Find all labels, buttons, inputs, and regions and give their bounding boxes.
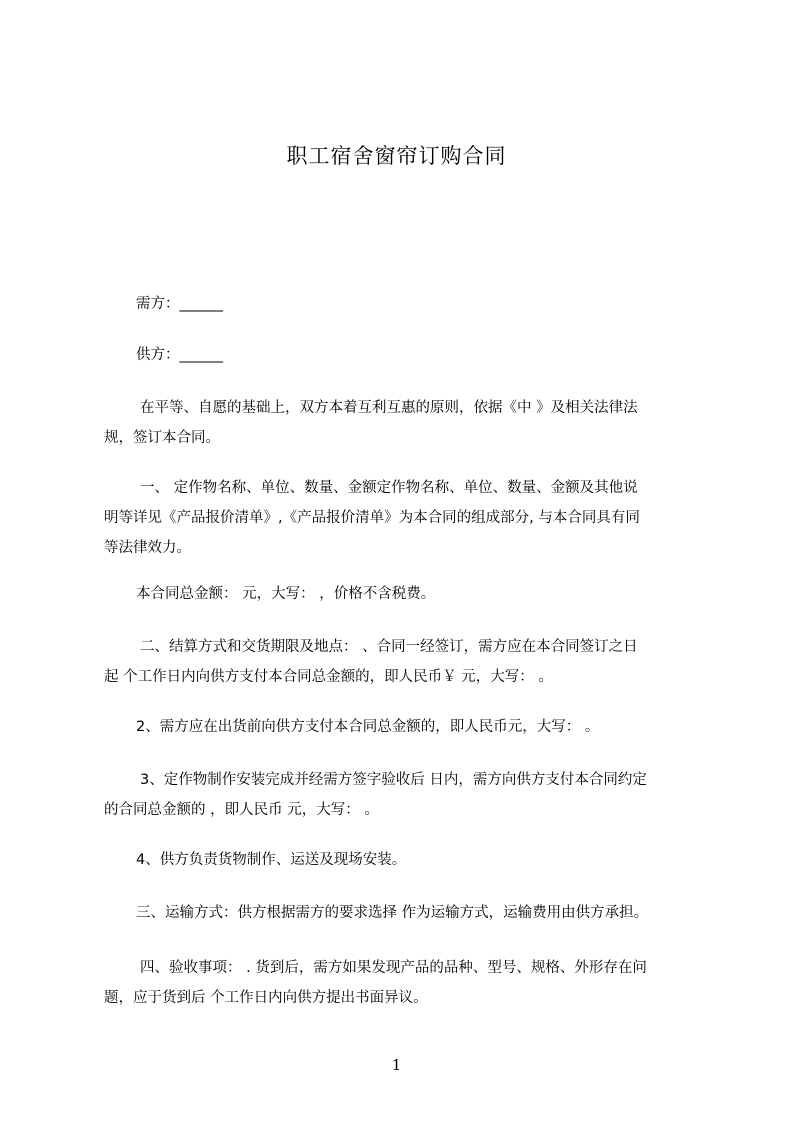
paragraph-clause-3	[104, 765, 704, 825]
paragraph-clause-2	[136, 712, 736, 742]
paragraph-buyer	[136, 289, 736, 319]
text-line: 2、需方应在出货前向供方支付本合同总金额的，即人民币元，大写： 。	[136, 719, 600, 735]
text-line: 的合同总金额的 ，即人民币 元，大写： 。	[104, 802, 379, 818]
text-line: 二、结算方式和交货期限及地点： 、合同一经签订，需方应在本合同签订之日	[140, 639, 638, 655]
text-line: 规，签订本合同。	[104, 430, 220, 446]
paragraph-article-2	[104, 632, 704, 692]
text-line: 四、验收事项： . 货到后，需方如果发现产品的品种、型号、规格、外形存在问	[140, 960, 647, 976]
text-line: 需方：______	[136, 296, 223, 312]
paragraph-preamble	[104, 393, 704, 453]
text-line: 题，应于货到后 个工作日内向供方提出书面异议。	[104, 990, 428, 1006]
paragraph-total-amount	[136, 579, 736, 609]
text-line: 本合同总金额： 元，大写： ，价格不含税费。	[136, 586, 436, 602]
paragraph-article-4	[104, 953, 704, 1013]
text-line: 等法律效力。	[104, 540, 191, 556]
paragraph-clause-4	[136, 845, 736, 875]
text-line: 一、 定作物名称、单位、数量、金额定作物名称、单位、数量、金额及其他说	[140, 480, 638, 496]
text-line: 起 个工作日内向供方支付本合同总金额的，即人民币￥ 元，大写： 。	[104, 669, 553, 685]
text-line: 三、运输方式：供方根据需方的要求选择 作为运输方式，运输费用由供方承担。	[136, 905, 649, 921]
text-line: 供方：______	[136, 347, 223, 363]
document-title: 职工宿舍窗帘订购合同	[286, 144, 507, 168]
page-number: 1	[391, 1056, 402, 1074]
text-line: 3、定作物制作安装完成并经需方签字验收后 日内，需方向供方支付本合同约定	[140, 772, 647, 788]
paragraph-article-1	[104, 473, 704, 563]
paragraph-supplier	[136, 340, 736, 370]
text-line: 4、供方负责货物制作、运送及现场安装。	[136, 852, 407, 868]
text-line: 在平等、自愿的基础上，双方本着互利互惠的原则，依据《中 》及相关法律法	[140, 400, 638, 416]
paragraph-article-3	[136, 898, 736, 928]
text-line: 明等详见《产品报价清单》,《产品报价清单》为本合同的组成部分, 与本合同具有同	[104, 510, 640, 526]
